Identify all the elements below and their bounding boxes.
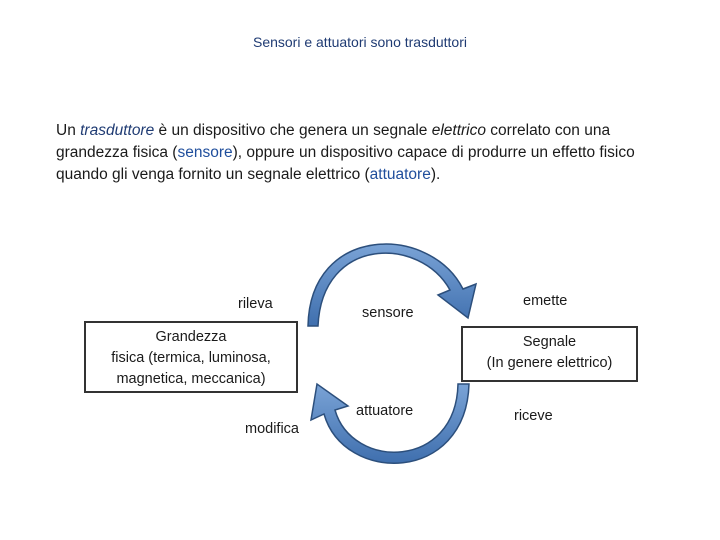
left-box-line-2: fisica (termica, luminosa, (111, 350, 271, 366)
term-attuatore: attuatore (369, 166, 431, 183)
term-elettrico: elettrico (431, 122, 486, 139)
label-emette: emette (523, 293, 568, 309)
grandezza-fisica-box (84, 321, 298, 393)
para-text-3: correlato con una grandezza fisica ( (56, 122, 611, 161)
label-sensore: sensore (362, 305, 414, 321)
para-text-2: è un dispositivo che genera un segnale (154, 122, 432, 139)
segnale-box (461, 326, 638, 382)
term-sensore: sensore (177, 144, 233, 161)
label-riceve: riceve (514, 408, 553, 424)
left-box-line-1: Grandezza (155, 329, 227, 345)
para-text-1: Un (56, 122, 81, 139)
label-modifica: modifica (245, 421, 299, 437)
page-title: Sensori e attuatori sono trasduttori (252, 34, 467, 50)
bottom-arrow (311, 384, 469, 463)
label-rileva: rileva (238, 296, 273, 312)
right-box-line-2: (In genere elettrico) (486, 355, 613, 371)
left-box-line-3: magnetica, meccanica) (116, 371, 266, 387)
term-trasduttore: trasduttore (80, 122, 155, 139)
right-box-line-1: Segnale (522, 334, 577, 350)
para-text-4: ), oppure un dispositivo capace di produrre un effetto fisico quando gli venga fornito un segnale elettrico ( (56, 144, 635, 183)
label-attuatore: attuatore (356, 403, 414, 419)
para-text-5: ). (430, 166, 441, 183)
